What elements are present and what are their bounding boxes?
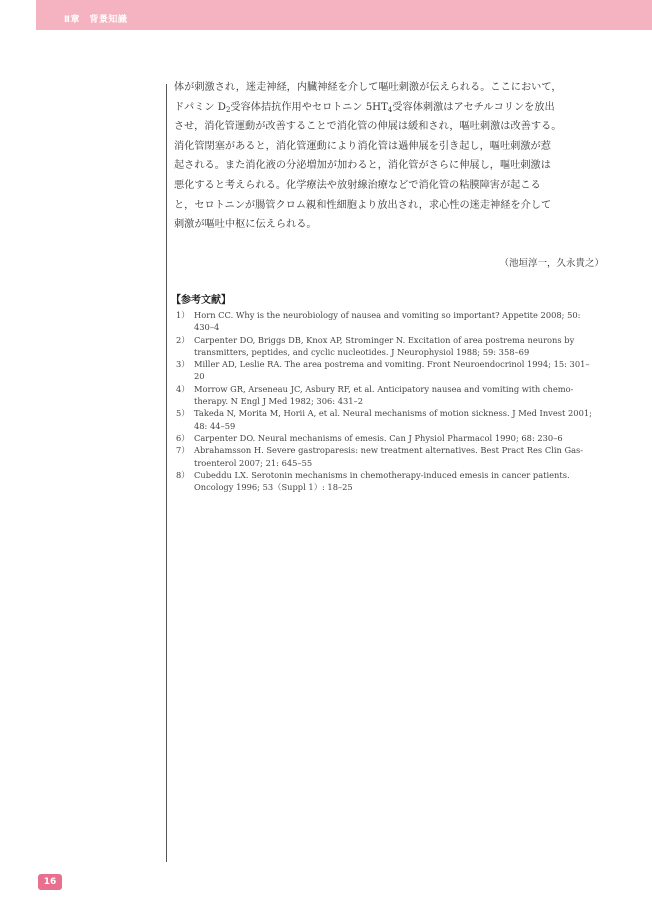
- body-line: 体が刺激され，迷走神経，内臓神経を介して嘔吐刺激が伝えられる。ここにおいて，: [174, 82, 562, 93]
- reference-text: Morrow GR, Arseneau JC, Asbury RF, et al. Anticipatory nausea and vomiting with chemo-: [194, 383, 574, 394]
- reference-number: 7）: [176, 445, 190, 456]
- reference-item: [176, 309, 606, 321]
- body-segment: 受容体拮抗作用やセロトニン 5HT: [230, 101, 388, 113]
- reference-item: [176, 407, 606, 419]
- reference-item: [176, 432, 606, 444]
- body-line: と，セロトニンが腸管クロム親和性細胞より放出され，求心性の迷走神経を介して: [174, 199, 552, 211]
- reference-continuation: [176, 321, 606, 333]
- body-segment: 受容体刺激はアセチルコリンを放出: [392, 101, 555, 113]
- reference-number: 3）: [176, 359, 190, 370]
- margin-rule: [166, 84, 167, 862]
- reference-item: [176, 469, 606, 481]
- reference-item: [176, 358, 606, 370]
- page-number: 16: [38, 874, 62, 890]
- reference-number: 2）: [176, 334, 190, 345]
- reference-continuation: [176, 395, 606, 407]
- reference-text: therapy. N Engl J Med 1982; 306: 431–2: [194, 396, 363, 407]
- reference-text: Miller AD, Leslie RA. The area postrema and vomiting. Front Neuroendocrinol 1994; 15: 301–: [194, 359, 590, 370]
- author-credit: （池垣淳一，久永貴之）: [499, 258, 604, 269]
- reference-text: Cubeddu LX. Serotonin mechanisms in chemotherapy-induced emesis in cancer patients.: [194, 469, 570, 480]
- references-heading: 【参考文献】: [171, 295, 231, 306]
- subscript: 4: [387, 105, 393, 114]
- reference-text: Oncology 1996; 53（Suppl 1）: 18–25: [194, 482, 353, 493]
- reference-continuation: [176, 457, 606, 469]
- reference-number: 5）: [176, 408, 190, 419]
- body-line: させ，消化管運動が改善することで消化管の伸展は緩和され，嘔吐刺激は改善する。: [174, 121, 562, 133]
- references-list: [176, 309, 606, 493]
- body-line: 刺激が嘔吐中枢に伝えられる。: [174, 219, 317, 231]
- body-line: 起される。また消化液の分泌増加が加わると，消化管がさらに伸展し，嘔吐刺激は: [174, 160, 551, 172]
- reference-number: 6）: [176, 432, 190, 443]
- reference-item: [176, 383, 606, 395]
- reference-continuation: [176, 481, 606, 493]
- reference-text: troenterol 2007; 21: 645–55: [194, 457, 313, 468]
- reference-text: Abrahamsson H. Severe gastroparesis: new treatment alternatives. Best Pract Res Clin Gas-: [194, 445, 584, 456]
- reference-text: 430–4: [194, 322, 220, 333]
- reference-item: [176, 444, 606, 456]
- reference-continuation: [176, 420, 606, 432]
- body-line: [174, 98, 606, 118]
- body-line: 消化管閉塞があると，消化管運動により消化管は過伸展を引き起し，嘔吐刺激が惹: [174, 140, 551, 152]
- reference-text: Carpenter DO, Briggs DB, Knox AP, Strominger N. Excitation of area postrema neurons by: [194, 334, 575, 345]
- body-line: 悪化すると考えられる。化学療法や放射線治療などで消化管の粘膜障害が起こる: [174, 179, 541, 191]
- reference-text: Carpenter DO. Neural mechanisms of emesis. Can J Physiol Pharmacol 1990; 68: 230–6: [194, 432, 563, 443]
- reference-text: transmitters, peptides, and cyclic nucleotides. J Neurophysiol 1988; 59: 358–69: [194, 346, 530, 357]
- reference-text: 48: 44–59: [194, 420, 236, 431]
- body-paragraph: [174, 78, 606, 235]
- header-margin: [0, 0, 36, 30]
- reference-text: Horn CC. Why is the neurobiology of nausea and vomiting so important? Appetite 2008; 50:: [194, 310, 581, 320]
- reference-number: 4）: [176, 383, 190, 394]
- reference-text: Takeda N, Morita M, Horii A, et al. Neural mechanisms of motion sickness. J Med Invest 2001;: [194, 408, 592, 419]
- reference-continuation: [176, 346, 606, 358]
- subscript: 2: [225, 105, 231, 114]
- reference-continuation: [176, 370, 606, 382]
- reference-item: [176, 334, 606, 346]
- body-segment: ドパミン D: [174, 101, 226, 113]
- chapter-label: Ⅱ章 背景知識: [64, 15, 128, 25]
- reference-number: 1）: [176, 310, 190, 320]
- reference-text: 20: [194, 371, 205, 382]
- reference-number: 8）: [176, 469, 190, 480]
- header-tab: [36, 0, 652, 30]
